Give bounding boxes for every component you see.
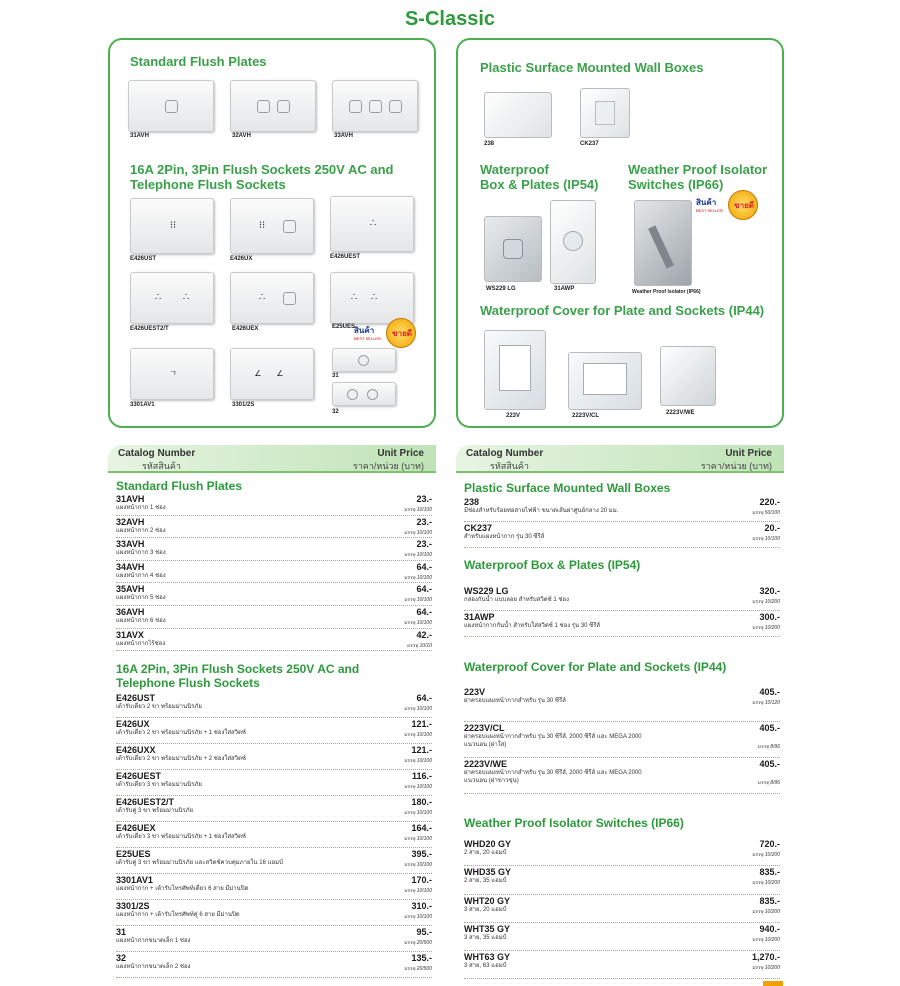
product-description: แผงหน้ากากไร้ช่อง xyxy=(116,640,166,647)
right-table-sec2-title: Waterproof Box & Plates (IP54) xyxy=(464,558,641,572)
table-row xyxy=(116,607,432,629)
unit-price: 310.- xyxy=(411,901,432,911)
telephone-3301av1: ㄱ xyxy=(130,348,214,400)
unit-price: 170.- xyxy=(411,875,432,885)
caption: 223V xyxy=(506,413,521,419)
unit-price: 23.- xyxy=(416,494,432,504)
product-description-2: แนวนอน (ฝาใส) xyxy=(464,742,507,748)
table-row xyxy=(116,745,432,770)
price-label: Unit Price xyxy=(377,448,424,459)
product-code: WHT35 GY xyxy=(464,923,511,934)
caption: CK237 xyxy=(580,141,599,147)
product-description: ฝาครอบแผงหน้ากากสำหรับ รุ่น 30 ซีรีส์, 2000 ซีรีส์ และ MEGA 2000 xyxy=(464,770,642,776)
unit-price: 300.- xyxy=(759,612,780,622)
unit-price: 23.- xyxy=(416,516,432,527)
unit-price: 405.- xyxy=(759,759,780,769)
product-code: 31AVX xyxy=(116,629,144,640)
price-label: Unit Price xyxy=(725,448,772,459)
page-title: S-Classic xyxy=(404,8,496,30)
pack-quantity: บรรจุ 10/100 xyxy=(403,552,432,559)
caption: 2223V/CL xyxy=(572,413,600,419)
pack-quantity: บรรจุ 10/200 xyxy=(751,965,780,972)
product-description: 3 สาย, 63 แอมป์ xyxy=(464,963,507,970)
isolator-heading-line1: Weather Proof Isolator xyxy=(628,162,768,177)
wall-box-ck237 xyxy=(580,88,630,138)
product-description: แผงหน้ากาก 6 ช่อง xyxy=(116,618,166,624)
product-description: เต้ารับเดี่ยว 2 ขา พร้อมม่านนิรภัย + 2 ช่องใส่สวิตซ์ xyxy=(116,756,246,762)
best-seller-badge xyxy=(354,318,416,348)
table-row xyxy=(116,517,432,539)
pack-quantity: บรรจุ 8/96 xyxy=(757,780,780,786)
table-row xyxy=(116,849,432,874)
caption: 32AVH xyxy=(232,133,251,139)
catalog-label-th: รหัสสินค้า xyxy=(490,461,529,471)
product-description-2: แนวนอน (ฝาขาวขุ่น) xyxy=(464,778,519,784)
plate-31avh xyxy=(128,80,214,132)
unit-price: 405.- xyxy=(759,687,780,697)
pack-quantity: บรรจุ 10/100 xyxy=(403,914,432,920)
table-row xyxy=(464,839,780,866)
pack-quantity: บรรจุ 50/100 xyxy=(751,510,780,516)
right-table-sec3-title: Waterproof Cover for Plate and Sockets (IP44) xyxy=(464,660,727,674)
cover-223v xyxy=(484,330,546,410)
badge-text: สินค้า xyxy=(696,198,717,207)
product-description: เต้ารับเดี่ยว 2 ขา พร้อมม่านนิรภัย xyxy=(116,704,202,710)
product-code: E426UEST xyxy=(116,771,162,781)
table-row xyxy=(116,719,432,744)
unit-price: 64.- xyxy=(416,561,432,572)
left-product-panel xyxy=(108,38,436,428)
product-code: E426UEST2/T xyxy=(116,797,175,807)
small-plate-31 xyxy=(332,348,396,372)
badge-sub: BEST SELLER xyxy=(354,336,381,341)
product-code: 36AVH xyxy=(116,607,145,617)
best-seller-badge xyxy=(696,190,758,220)
unit-price: 20.- xyxy=(764,523,780,533)
table-row xyxy=(116,875,432,900)
pack-quantity: บรรจุ 10/100 xyxy=(403,862,432,868)
product-description: แผงหน้ากาก 4 ช่อง xyxy=(116,572,166,579)
product-code: E426UST xyxy=(116,693,156,703)
small-plate-32 xyxy=(332,382,396,406)
product-code: 31AVH xyxy=(116,494,145,504)
table-row xyxy=(464,759,780,794)
unit-price: 64.- xyxy=(416,584,432,595)
caption: 238 xyxy=(484,141,495,147)
product-description: 2 สาย, 35 แอมป์ xyxy=(464,878,507,885)
product-code: CK237 xyxy=(464,523,493,533)
waterproof-box-heading-line2: Box & Plates (IP54) xyxy=(480,177,599,192)
product-code: WS229 LG xyxy=(464,586,509,596)
product-code: 34AVH xyxy=(116,561,145,572)
caption: 31AVH xyxy=(130,133,149,139)
table-row xyxy=(116,927,432,952)
product-code: E426UX xyxy=(116,719,150,729)
caption: 2223V/WE xyxy=(666,410,695,416)
product-code: WHD20 GY xyxy=(464,839,512,849)
product-code: 31 xyxy=(116,927,127,937)
unit-price: 95.- xyxy=(416,927,432,937)
table-row xyxy=(464,523,780,548)
page-corner-tab xyxy=(763,981,783,986)
unit-price: 180.- xyxy=(411,797,432,807)
product-description: แผงหน้ากากขนาดเล็ก 1 ช่อง xyxy=(116,938,191,944)
product-description: แผงหน้ากากกันน้ำ สำหรับใส่สวิตซ์ 1 ช่อง รุ่น 30 ซีรีส์ xyxy=(464,623,601,629)
unit-price: 835.- xyxy=(759,895,780,906)
badge-text-2: ขายดี xyxy=(392,329,412,338)
pack-quantity: บรรจุ 10/100 xyxy=(403,732,432,738)
product-description: แผงหน้ากาก + เต้ารับโทรศัพท์เดี่ยว 6 สาย มีม่านปิด xyxy=(116,886,249,892)
table-row xyxy=(464,896,780,923)
caption: 31 xyxy=(332,373,339,379)
table-row xyxy=(116,584,432,606)
unit-price: 164.- xyxy=(411,823,432,833)
table-row xyxy=(116,901,432,926)
product-code: 35AVH xyxy=(116,584,145,595)
product-description: แผงหน้ากาก 1 ช่อง xyxy=(116,505,166,511)
product-description: 3 สาย, 20 แอมป์ xyxy=(464,906,507,913)
unit-price: 720.- xyxy=(759,839,780,849)
table-row xyxy=(116,797,432,822)
table-row xyxy=(116,771,432,796)
table-row xyxy=(116,630,432,652)
unit-price: 23.- xyxy=(416,539,432,550)
product-description: ฝาครอบแผงหน้ากากสำหรับ รุ่น 30 ซีรีส์, 2000 ซีรีส์ และ MEGA 2000 xyxy=(464,734,642,740)
caption: 3301AV1 xyxy=(130,402,155,408)
right-table-sec4-title: Weather Proof Isolator Switches (IP66) xyxy=(464,816,684,830)
product-code: WHT63 GY xyxy=(464,952,511,963)
product-code: E426UEX xyxy=(116,823,156,833)
isolator-heading-line2: Switches (IP66) xyxy=(628,177,724,192)
pack-quantity: บรรจุ 10/100 xyxy=(403,507,432,513)
pack-quantity: บรรจุ 10/100 xyxy=(751,536,780,542)
product-description: เต้ารับคู่ 3 ขา พร้อมม่านนิรภัย xyxy=(116,808,194,814)
pack-quantity: บรรจุ 10/100 xyxy=(403,810,432,816)
product-description: เต้ารับเดี่ยว 3 ขา พร้อมม่านนิรภัย + 1 ช่องใส่สวิตซ์ xyxy=(116,834,246,840)
product-description: เต้ารับคู่ 3 ขา พร้อมม่านนิรภัย และสวิตช์ควบคุมภายใน 16 แอมป์ xyxy=(116,860,283,866)
unit-price: 220.- xyxy=(759,497,780,507)
pack-quantity: บรรจุ 10/200 xyxy=(751,936,780,943)
pack-quantity: บรรจุ 10/100 xyxy=(403,620,432,626)
catalog-label: Catalog Number xyxy=(118,448,196,459)
caption: E25UES xyxy=(332,324,356,330)
sockets-heading-line2: Telephone Flush Sockets xyxy=(130,177,286,192)
right-table-sec1-title: Plastic Surface Mounted Wall Boxes xyxy=(464,481,671,495)
waterproof-box-heading xyxy=(480,162,599,192)
product-code: E25UES xyxy=(116,849,151,859)
product-description: มีช่องสำหรับร้อยท่อสายไฟฟ้า ขนาดเส้นผ่าศูนย์กลาง 20 มม. xyxy=(464,508,619,514)
table-row xyxy=(464,586,780,611)
waterproof-cover-heading: Waterproof Cover for Plate and Sockets (IP44) xyxy=(480,303,765,318)
cover-2223v-we xyxy=(660,346,716,406)
unit-price: 405.- xyxy=(759,723,780,733)
plate-33avh xyxy=(332,80,418,132)
product-code: 31AWP xyxy=(464,612,495,622)
caption: E426UEX xyxy=(232,326,259,332)
pack-quantity: บรรจุ 10/100 xyxy=(403,529,432,536)
table-row xyxy=(116,693,432,718)
left-table-sec1-title: Standard Flush Plates xyxy=(116,479,243,493)
product-code: 223V xyxy=(464,687,486,697)
product-description: แผงหน้ากาก 3 ช่อง xyxy=(116,550,166,557)
pack-quantity: บรรจุ 10/100 xyxy=(403,706,432,712)
product-description: เต้ารับเดี่ยว 2 ขา พร้อมม่านนิรภัย + 1 ช่องใส่สวิตซ์ xyxy=(116,730,246,736)
sockets-heading xyxy=(130,162,393,192)
left-table-sec2-title-line2: Telephone Flush Sockets xyxy=(116,676,260,690)
pack-quantity: บรรจุ 20/500 xyxy=(403,940,432,946)
table-row xyxy=(464,687,780,722)
product-code: 32 xyxy=(116,953,127,963)
table-row xyxy=(116,953,432,978)
socket-e25ues: ∴ ∴ xyxy=(330,272,414,324)
pack-quantity: บรรจุ 10/100 xyxy=(403,784,432,790)
product-description: แผงหน้ากาก 5 ช่อง xyxy=(116,595,166,602)
price-label-th: ราคา/หน่วย (บาท) xyxy=(352,461,424,471)
right-table-header xyxy=(456,445,784,473)
unit-price: 395.- xyxy=(411,849,432,859)
table-row xyxy=(464,924,780,951)
caption: E426UEST xyxy=(330,254,361,260)
table-row xyxy=(464,497,780,522)
telephone-3301-2s: ∠ ∠ xyxy=(230,348,314,400)
table-row xyxy=(116,539,432,561)
caption: 32 xyxy=(332,409,339,415)
pack-quantity: บรรจุ 10/120 xyxy=(751,700,780,706)
pack-quantity: บรรจุ 20/500 xyxy=(403,966,432,972)
pack-quantity: บรรจุ 10/10 xyxy=(406,642,432,649)
right-product-panel xyxy=(456,38,784,428)
catalog-label-th: รหัสสินค้า xyxy=(142,461,181,471)
unit-price: 135.- xyxy=(411,953,432,963)
socket-e426ust: ⁝⁝ xyxy=(130,198,214,254)
table-row xyxy=(116,494,432,516)
product-code: 3301/2S xyxy=(116,901,150,911)
unit-price: 64.- xyxy=(416,607,432,617)
left-table-header xyxy=(108,445,436,473)
product-code: 238 xyxy=(464,497,480,507)
catalog-label: Catalog Number xyxy=(466,448,544,459)
caption: E426UST xyxy=(130,256,157,262)
pack-quantity: บรรจุ 8/96 xyxy=(757,744,780,750)
product-description: แผงหน้ากาก 2 ช่อง xyxy=(116,527,166,534)
product-code: 32AVH xyxy=(116,516,145,527)
pack-quantity: บรรจุ 10/100 xyxy=(403,574,432,581)
product-description: เต้ารับเดี่ยว 3 ขา พร้อมม่านนิรภัย xyxy=(116,782,202,788)
unit-price: 835.- xyxy=(759,867,780,878)
caption: WS229 LG xyxy=(486,286,516,292)
badge-text-2: ขายดี xyxy=(734,201,754,210)
caption: 3301/2S xyxy=(232,402,255,408)
isolator-switch xyxy=(634,200,692,286)
badge-text: สินค้า xyxy=(354,326,375,335)
pack-quantity: บรรจุ 10/200 xyxy=(751,880,780,887)
left-table-sec2-title xyxy=(116,662,359,690)
product-description: ฝาครอบแผงหน้ากากสำหรับ รุ่น 30 ซีรีส์ xyxy=(464,698,566,704)
product-description: กล่องกันน้ำ แบบลอย สำหรับสวิตซ์ 1 ช่อง xyxy=(464,597,569,603)
product-description: 2 สาย, 20 แอมป์ xyxy=(464,850,507,856)
product-code: 2223V/CL xyxy=(464,723,505,733)
unit-price: 1,270.- xyxy=(751,952,780,963)
table-row xyxy=(116,823,432,848)
pack-quantity: บรรจุ 10/100 xyxy=(403,836,432,842)
product-code: WHD35 GY xyxy=(464,867,512,878)
isolator-heading xyxy=(628,162,767,192)
left-table-sec2-title-line1: 16A 2Pin, 3Pin Flush Sockets 250V AC and xyxy=(116,662,360,676)
waterproof-plate-31awp xyxy=(550,200,596,284)
product-code: 2223V/WE xyxy=(464,759,508,769)
caption: Weather Proof Isolator (IP66) xyxy=(632,289,701,295)
socket-e426uest: ∴ xyxy=(330,196,414,252)
caption: E426UEST2/T xyxy=(130,326,169,332)
unit-price: 940.- xyxy=(759,923,780,934)
unit-price: 320.- xyxy=(759,586,780,596)
caption: 33AVH xyxy=(334,133,353,139)
waterproof-box-ws229lg xyxy=(484,216,542,282)
wall-box-238 xyxy=(484,92,552,138)
price-label-th: ราคา/หน่วย (บาท) xyxy=(700,461,772,471)
badge-sub: BEST SELLER xyxy=(696,208,723,213)
unit-price: 121.- xyxy=(411,745,432,755)
unit-price: 121.- xyxy=(411,719,432,729)
caption: 31AWP xyxy=(554,286,575,292)
pack-quantity: บรรจุ 10/100 xyxy=(403,758,432,764)
socket-e426ux: ⁝⁝ xyxy=(230,198,314,254)
product-code: WHT20 GY xyxy=(464,895,511,906)
cover-2223v-cl xyxy=(568,352,642,410)
pack-quantity: บรรจุ 10/200 xyxy=(751,908,780,915)
waterproof-box-heading-line1: Waterproof xyxy=(480,162,549,177)
product-description: แผงหน้ากาก + เต้ารับโทรศัพท์คู่ 6 สาย มีม่านปิด xyxy=(116,912,240,918)
caption: E426UX xyxy=(230,256,253,262)
unit-price: 116.- xyxy=(411,771,432,781)
table-row xyxy=(464,952,780,979)
pack-quantity: บรรจุ 10/100 xyxy=(403,597,432,604)
product-code: 33AVH xyxy=(116,539,145,550)
pack-quantity: บรรจุ 10/200 xyxy=(751,852,780,858)
table-row xyxy=(464,723,780,758)
pack-quantity: บรรจุ 10/200 xyxy=(751,625,780,631)
product-description: สำหรับแผงหน้ากาก รุ่น 30 ซีรีส์ xyxy=(464,534,545,540)
product-code: 3301AV1 xyxy=(116,875,153,885)
unit-price: 42.- xyxy=(416,629,432,640)
socket-e426uest2t: ∴ ∴ xyxy=(130,272,214,324)
product-description: 3 สาย, 35 แอมป์ xyxy=(464,934,507,941)
standard-plates-heading: Standard Flush Plates xyxy=(130,54,267,69)
sockets-heading-line1: 16A 2Pin, 3Pin Flush Sockets 250V AC and xyxy=(130,162,394,177)
unit-price: 64.- xyxy=(416,693,432,703)
pack-quantity: บรรจุ 10/100 xyxy=(403,888,432,894)
table-row xyxy=(116,562,432,584)
product-description: แผงหน้ากากขนาดเล็ก 2 ช่อง xyxy=(116,964,191,970)
table-row xyxy=(464,612,780,637)
socket-e426uex: ∴ xyxy=(230,272,314,324)
pack-quantity: บรรจุ 10/200 xyxy=(751,599,780,605)
table-row xyxy=(464,867,780,894)
product-code: E426UXX xyxy=(116,745,156,755)
plate-32avh xyxy=(230,80,316,132)
wall-boxes-heading: Plastic Surface Mounted Wall Boxes xyxy=(480,60,704,75)
